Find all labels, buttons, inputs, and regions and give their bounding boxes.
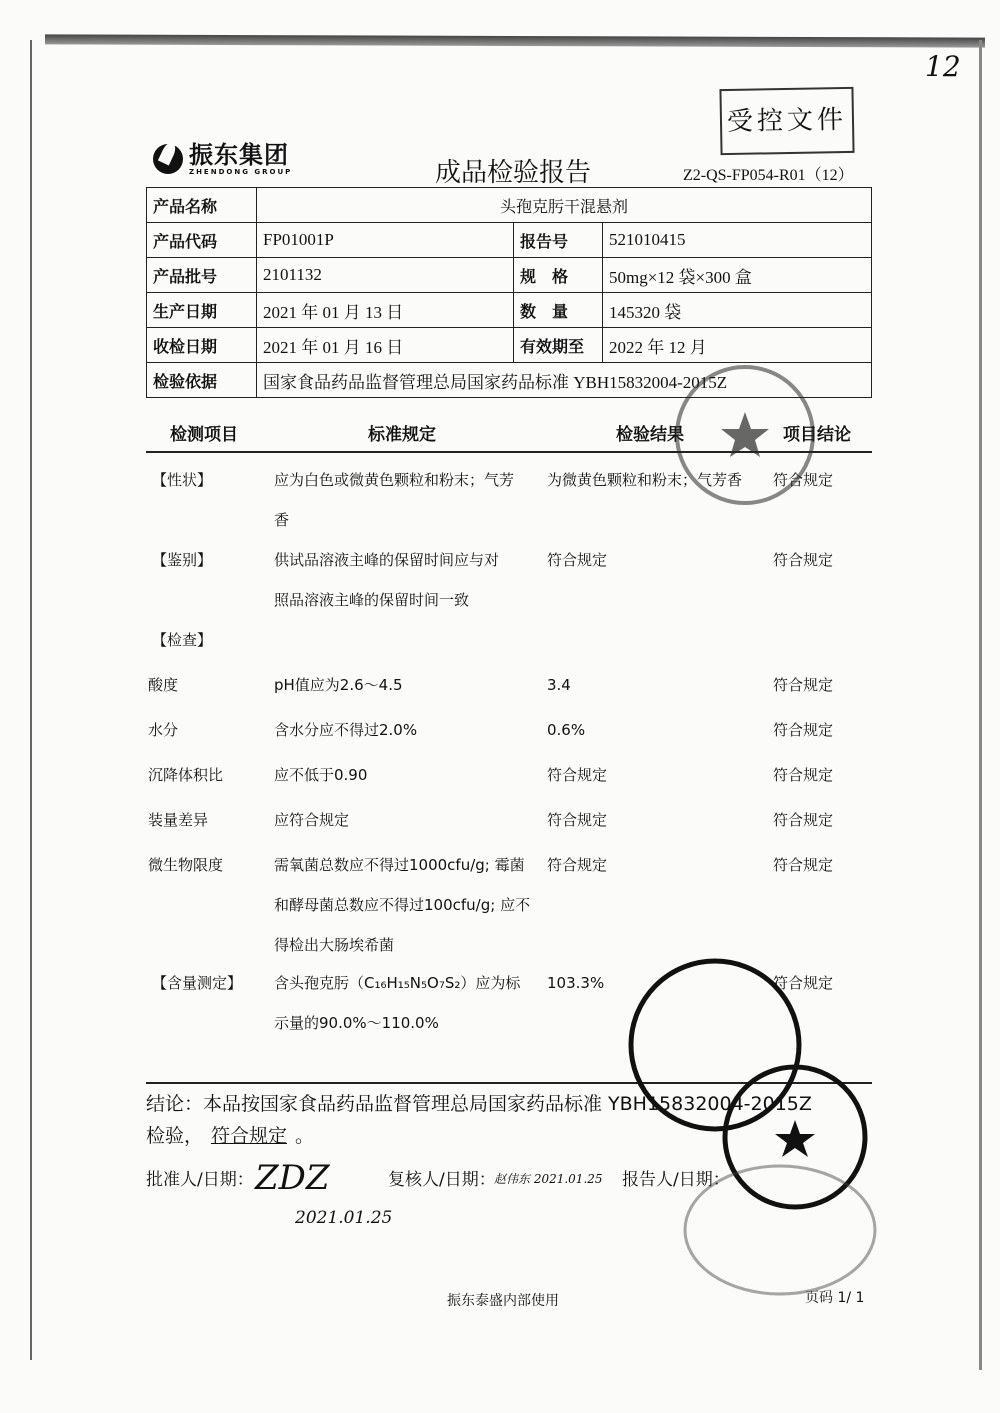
scan-edge-top bbox=[45, 34, 985, 47]
row-standard-line1: 含头孢克肟（C₁₆H₁₅N₅O₇S₂）应为标 bbox=[274, 974, 521, 992]
quantity: 145320 袋 bbox=[603, 293, 872, 328]
approver-date: 2021.01.25 bbox=[295, 1208, 393, 1228]
row-item: 【性状】 bbox=[152, 471, 213, 489]
row-conclusion: 符合规定 bbox=[773, 811, 834, 829]
document-number: Z2-QS-FP054-R01（12） bbox=[683, 167, 854, 184]
row-item: 【含量测定】 bbox=[152, 974, 243, 992]
product-code-label: 产品代码 bbox=[147, 223, 257, 258]
product-name: 头孢克肟干混悬剂 bbox=[257, 188, 872, 223]
row-result: 3.4 bbox=[547, 676, 571, 694]
recv-date-label: 收检日期 bbox=[147, 328, 257, 363]
row-standard-line3: 得检出大肠埃希菌 bbox=[274, 936, 395, 954]
batch-number: 2101132 bbox=[257, 258, 514, 293]
row-standard-line1: pH值应为2.6～4.5 bbox=[274, 676, 403, 694]
row-conclusion: 符合规定 bbox=[773, 676, 834, 694]
product-code: FP01001P bbox=[257, 223, 514, 258]
basis-label: 检验依据 bbox=[147, 363, 257, 398]
col-result-header: 检验结果 bbox=[616, 425, 684, 445]
expiry-label: 有效期至 bbox=[514, 328, 603, 363]
row-item: 沉降体积比 bbox=[148, 766, 224, 784]
test-basis: 国家食品药品监督管理总局国家药品标准 YBH15832004-2015Z bbox=[257, 363, 872, 398]
conclusion-prefix: 检验， bbox=[146, 1125, 204, 1147]
row-conclusion: 符合规定 bbox=[773, 766, 834, 784]
row-item: 装量差异 bbox=[148, 811, 209, 829]
logo-en: ZHENDONG GROUP bbox=[189, 168, 293, 176]
row-standard-line1: 应为白色或微黄色颗粒和粉末；气芳 bbox=[274, 471, 515, 489]
col-conclusion-header: 项目结论 bbox=[783, 425, 851, 445]
row-result: 103.3% bbox=[547, 974, 605, 992]
handwritten-page-number: 12 bbox=[925, 50, 961, 83]
row-conclusion: 符合规定 bbox=[773, 721, 834, 739]
row-conclusion: 符合规定 bbox=[773, 471, 834, 489]
row-standard-line1: 含水分应不得过2.0% bbox=[274, 721, 418, 739]
row-item: 水分 bbox=[148, 721, 179, 739]
row-standard-line1: 应符合规定 bbox=[274, 811, 350, 829]
reviewer-label: 复核人/日期： bbox=[388, 1170, 496, 1190]
row-item: 微生物限度 bbox=[148, 856, 224, 874]
scan-edge-right bbox=[979, 40, 982, 1370]
row-standard-line1: 应不低于0.90 bbox=[274, 766, 368, 784]
reviewer-signature: 赵伟东 2021.01.25 bbox=[494, 1172, 603, 1186]
approver-signature: ZDZ bbox=[255, 1158, 330, 1198]
logo-cn: 振东集团 bbox=[189, 141, 289, 169]
row-result: 符合规定 bbox=[547, 766, 608, 784]
dept-seal bbox=[680, 1160, 880, 1300]
company-logo bbox=[153, 142, 292, 176]
product-name-label: 产品名称 bbox=[147, 188, 257, 223]
spec-label: 规 格 bbox=[514, 258, 603, 293]
report-no-label: 报告号 bbox=[514, 223, 603, 258]
conclusion-line-1: 结论：本品按国家食品药品监督管理总局国家药品标准 YBH15832004-2015Z bbox=[146, 1093, 812, 1115]
recv-date: 2021 年 01 月 16 日 bbox=[257, 328, 514, 363]
conclusion-suffix: 。 bbox=[295, 1125, 315, 1147]
row-standard-line2: 照品溶液主峰的保留时间一致 bbox=[274, 591, 470, 609]
row-standard-line2: 香 bbox=[274, 511, 290, 529]
inspection-seal-top bbox=[670, 360, 820, 510]
row-standard-line2: 示量的90.0%～110.0% bbox=[274, 1014, 439, 1032]
conclusion-result: 符合规定 bbox=[211, 1125, 288, 1147]
col-item-header: 检测项目 bbox=[170, 425, 238, 445]
controlled-document-stamp: 受控文件 bbox=[719, 87, 854, 155]
scan-edge-left bbox=[30, 40, 32, 1360]
row-item: 【检查】 bbox=[152, 631, 213, 649]
report-no: 521010415 bbox=[603, 223, 872, 258]
row-item: 酸度 bbox=[148, 676, 179, 694]
batch-label: 产品批号 bbox=[147, 258, 257, 293]
row-standard-line1: 供试品溶液主峰的保留时间应与对 bbox=[274, 551, 500, 569]
prod-date: 2021 年 01 月 13 日 bbox=[257, 293, 514, 328]
row-standard-line1: 需氧菌总数应不得过1000cfu/g; 霉菌 bbox=[274, 856, 525, 874]
row-conclusion: 符合规定 bbox=[773, 974, 834, 992]
prod-date-label: 生产日期 bbox=[147, 293, 257, 328]
approver-label: 批准人/日期： bbox=[146, 1170, 254, 1190]
page-number: 页码 1/ 1 bbox=[805, 1290, 865, 1306]
row-result: 符合规定 bbox=[547, 551, 608, 569]
expiry-date: 2022 年 12 月 bbox=[603, 328, 872, 363]
row-standard-line2: 和酵母菌总数应不得过100cfu/g; 应不 bbox=[274, 896, 531, 914]
quantity-label: 数 量 bbox=[514, 293, 603, 328]
row-result: 0.6% bbox=[547, 721, 586, 739]
logo-icon bbox=[153, 144, 183, 174]
row-conclusion: 符合规定 bbox=[773, 551, 834, 569]
spec: 50mg×12 袋×300 盒 bbox=[603, 258, 872, 293]
row-result: 为微黄色颗粒和粉末；气芳香 bbox=[547, 471, 743, 489]
row-result: 符合规定 bbox=[547, 811, 608, 829]
reporter-label: 报告人/日期： bbox=[622, 1170, 730, 1190]
report-title: 成品检验报告 bbox=[435, 158, 592, 188]
internal-use-footer: 振东泰盛内部使用 bbox=[447, 1293, 559, 1309]
col-standard-header: 标准规定 bbox=[368, 425, 436, 445]
row-result: 符合规定 bbox=[547, 856, 608, 874]
row-item: 【鉴别】 bbox=[152, 551, 213, 569]
row-conclusion: 符合规定 bbox=[773, 856, 834, 874]
